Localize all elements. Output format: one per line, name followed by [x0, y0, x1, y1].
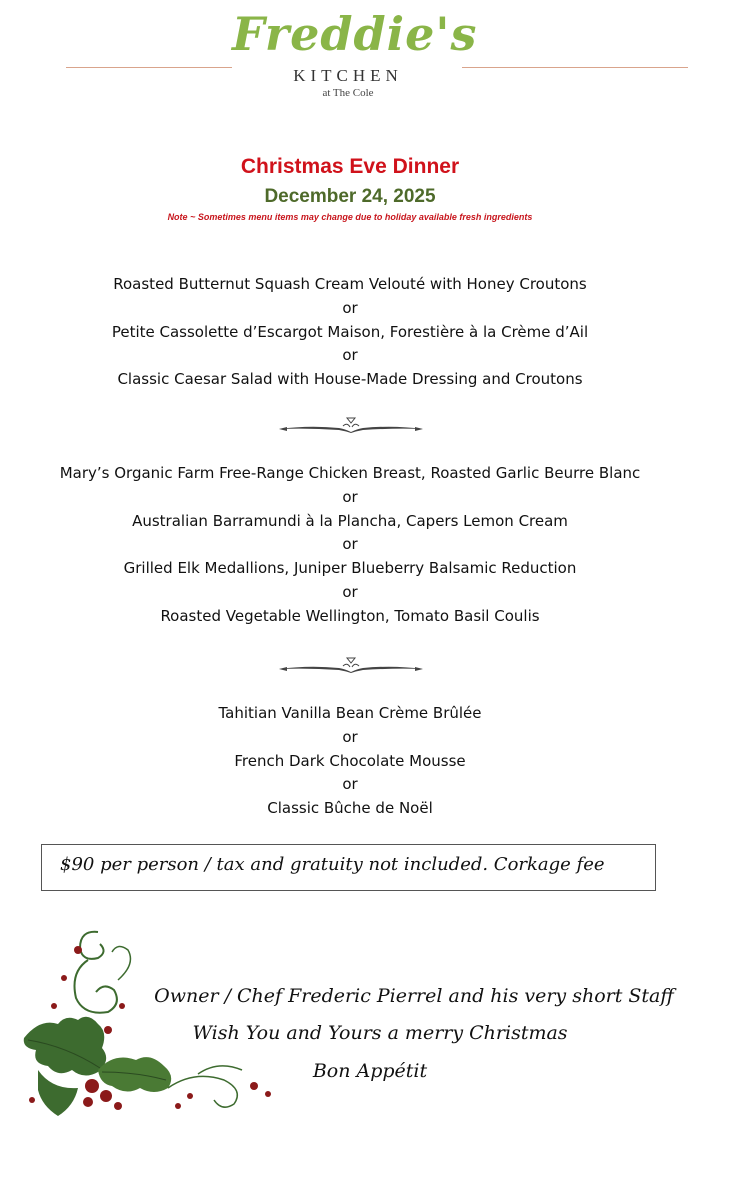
price-text: $90 per person / tax and gratuity not included. Corkage fee [60, 854, 605, 875]
header-rule-left [66, 67, 232, 68]
menu-item: Grilled Elk Medallions, Juniper Blueberry Balsamic Reduction [123, 559, 577, 578]
menu-item: Classic Bûche de Noël [267, 799, 433, 818]
or-separator: or [342, 487, 358, 506]
menu-item: Roasted Butternut Squash Cream Velouté with Honey Croutons [113, 275, 587, 293]
farewell-line-1: Owner / Chef Frederic Pierrel and his very short Staff [154, 985, 674, 1007]
mains-course [0, 462, 700, 629]
menu-item: Tahitian Vanilla Bean Crème Brûlée [218, 704, 482, 722]
price-box [41, 844, 656, 891]
or-separator: or [342, 727, 358, 746]
menu-note: Note ~ Sometimes menu items may change due to holiday available fresh ingredients [167, 212, 533, 222]
desserts-course [0, 702, 700, 821]
logo-script: Freddie's [232, 7, 478, 61]
event-date: December 24, 2025 [264, 186, 436, 207]
header [0, 0, 729, 110]
header-rule-right [462, 67, 688, 68]
menu-item: Roasted Vegetable Wellington, Tomato Basil Coulis [160, 606, 540, 625]
or-separator: or [342, 582, 358, 601]
menu-item: Petite Cassolette d’Escargot Maison, Forestière à la Crème d’Ail [111, 322, 589, 341]
or-separator: or [342, 298, 358, 317]
menu-item: Mary’s Organic Farm Free-Range Chicken Breast, Roasted Garlic Beurre Blanc [59, 464, 641, 482]
menu-item: Classic Caesar Salad with House-Made Dressing and Croutons [117, 370, 583, 389]
or-separator: or [342, 535, 358, 554]
menu-item: French Dark Chocolate Mousse [234, 751, 466, 770]
farewell-line-3: Bon Appétit [312, 1060, 428, 1082]
logo-subtitle: at The Cole [322, 87, 374, 99]
farewell-line-2: Wish You and Yours a merry Christmas [192, 1022, 568, 1044]
or-separator: or [342, 775, 358, 794]
ornament-divider-icon [279, 414, 423, 438]
or-separator: or [342, 346, 358, 365]
event-title: Christmas Eve Dinner [240, 155, 460, 178]
starters-course [0, 273, 700, 392]
menu-item: Australian Barramundi à la Plancha, Capers Lemon Cream [132, 511, 568, 530]
logo-kitchen: KITCHEN [293, 66, 403, 85]
ornament-divider-icon [279, 654, 423, 678]
